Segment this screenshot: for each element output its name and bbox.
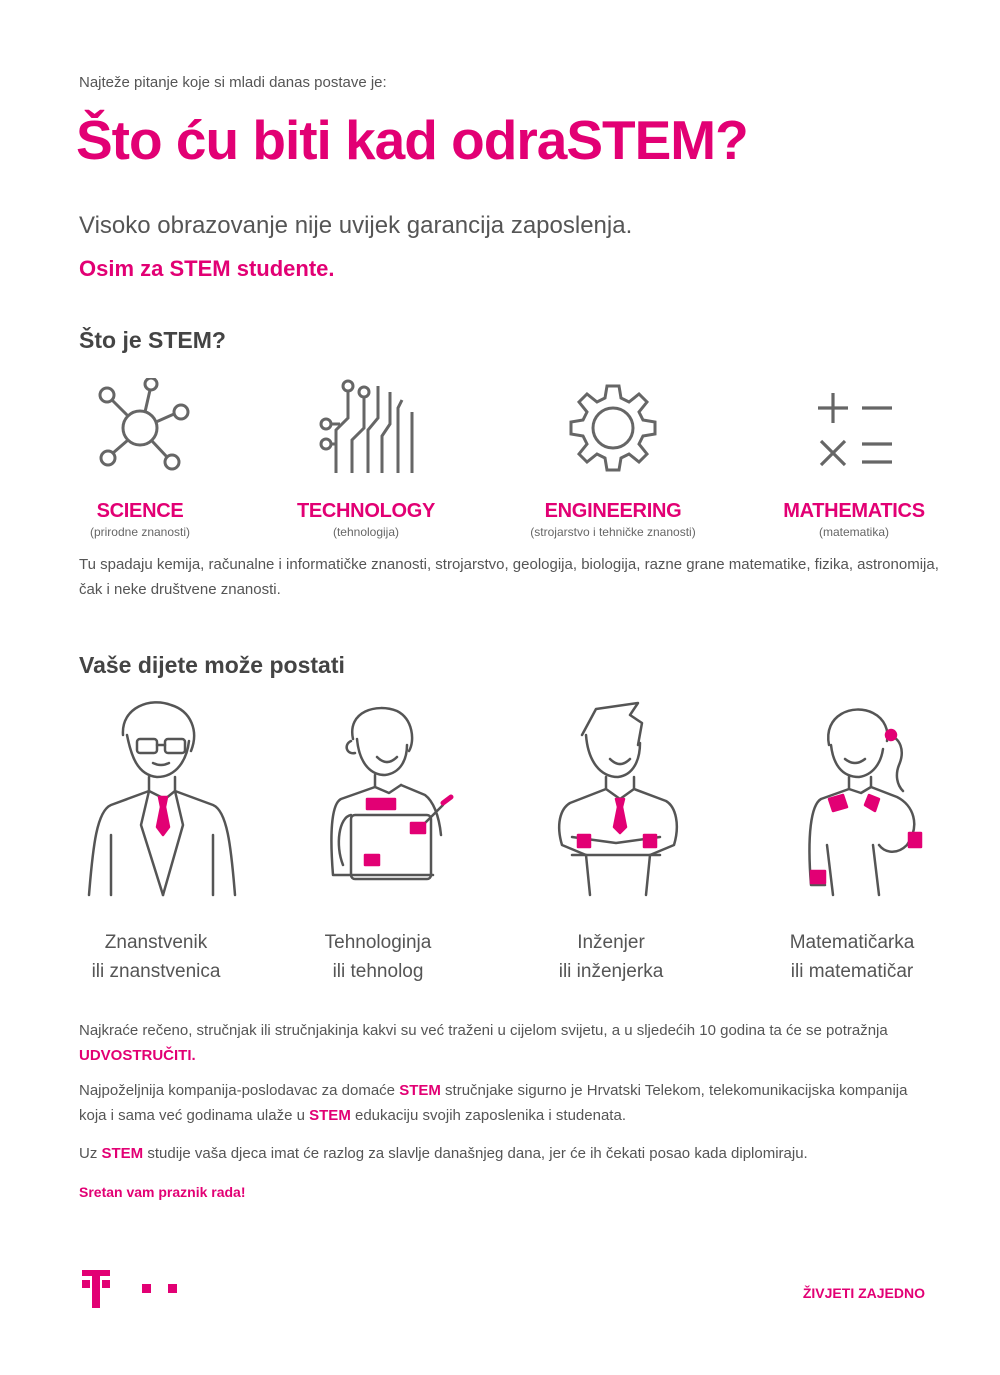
careers-heading: Vaše dijete može postati [79,652,345,678]
gear-icon [563,378,663,478]
stem-title: SCIENCE [96,500,184,522]
stem-item-mathematics [754,378,954,539]
stem-title: TECHNOLOGY [296,500,436,522]
closing-greeting: Sretan vam praznik rada! [79,1184,246,1200]
career-label: Matematičarka ili matematičar [789,932,915,982]
headline: Što ću biti kad odraSTEM? [76,109,748,171]
scientist-illustration [71,695,241,900]
math-operators-icon [804,378,904,478]
stem-item-science [40,378,240,539]
circuit-icon [316,378,416,478]
stem-desc: (prirodne znanosti) [89,525,191,539]
paragraph-employer: Najpoželjnija kompanija-poslodavac za domaće STEM stručnjake sigurno je Hrvatski Telekom, telekomunikacijska kompanija koja i sama već godinama ulaže u STEM edukaciju svojih zaposlenika i studenata. [79,1082,908,1124]
brand-slogan: ŽIVJETI ZAJEDNO [802,1285,925,1301]
career-technologist [278,695,478,986]
stem-desc: (tehnologija) [332,525,400,539]
stem-item-technology [266,378,466,539]
engineer-illustration [526,695,696,900]
stem-desc: (strojarstvo i tehničke znanosti) [530,525,696,539]
paragraph-demand: Najkraće rečeno, stručnjak ili stručnjakinja kakvi su već traženi u cijelom svijetu, a u sljedećih 10 godina ta će se potražnja UDVOSTRUČITI. [79,1022,888,1064]
mathematician-illustration [767,695,937,900]
telekom-logo [82,1270,182,1310]
stem-title: ENGINEERING [544,500,682,522]
subtitle-highlight: Osim za STEM studente. [79,256,335,281]
career-mathematician [752,695,952,986]
technologist-illustration [293,695,463,900]
highlight-double: UDVOSTRUČITI. [79,1047,196,1064]
career-engineer [511,695,711,986]
career-label: Inženjer ili inženjerka [558,932,664,982]
career-scientist [56,695,256,986]
stem-heading: Što je STEM? [79,327,226,353]
career-label: Tehnologinja ili tehnolog [324,932,432,982]
subtitle: Visoko obrazovanje nije uvijek garancija zaposlenja. [79,212,633,239]
stem-title: MATHEMATICS [783,500,925,522]
stem-desc: (matematika) [818,525,889,539]
paragraph-celebration: Uz STEM studije vaša djeca imat će razlog za slavlje današnjeg dana, jer će ih čekati posao kada diplomiraju. [79,1145,808,1162]
molecule-icon [90,378,190,478]
stem-paragraph: Tu spadaju kemija, računalne i informatičke znanosti, strojarstvo, geologija, biologija, razne grane matematike, fizika, astronomija, čak i neke društvene znanosti. [79,556,939,598]
intro-text: Najteže pitanje koje si mladi danas postave je: [79,74,387,91]
stem-item-engineering [513,378,713,539]
career-label: Znanstvenik ili znanstvenica [91,932,221,982]
